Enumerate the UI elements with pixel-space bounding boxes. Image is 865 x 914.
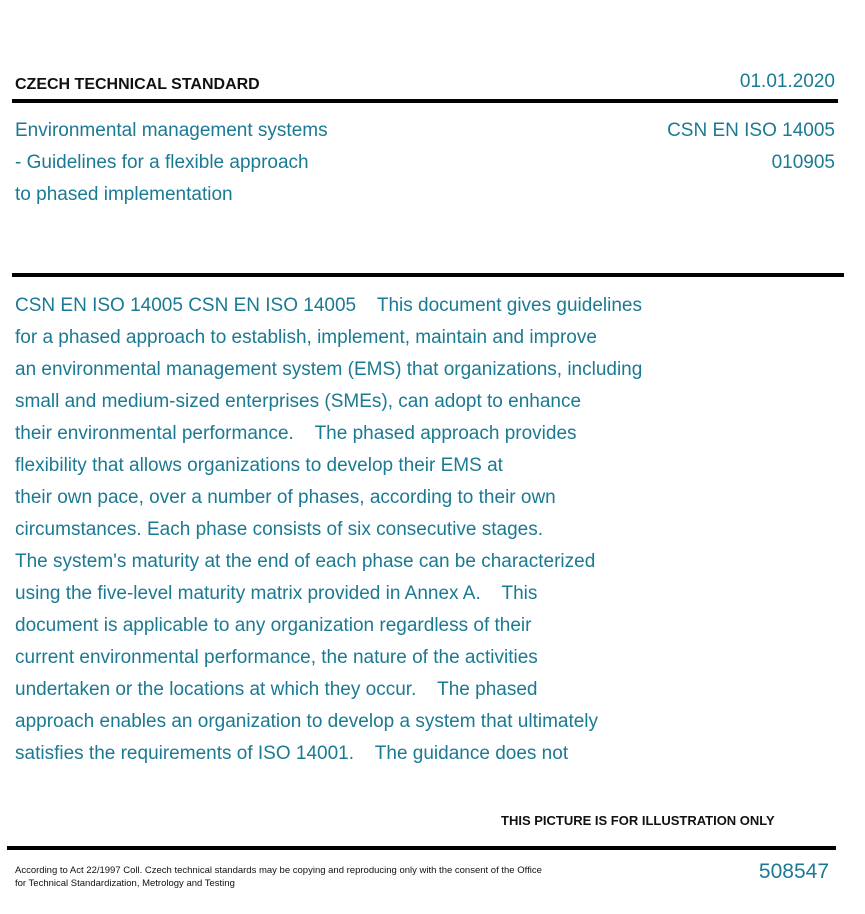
legal-line: for Technical Standardization, Metrology and Testing bbox=[15, 878, 235, 889]
standard-identifiers bbox=[667, 115, 835, 179]
abstract-line: small and medium-sized enterprises (SMEs), can adopt to enhance bbox=[15, 391, 582, 412]
abstract-line: current environmental performance, the nature of the activities bbox=[15, 647, 538, 668]
standard-title bbox=[15, 115, 328, 211]
top-divider bbox=[12, 99, 838, 103]
abstract-line: The system's maturity at the end of each phase can be characterized bbox=[15, 551, 596, 572]
document-type-heading: CZECH TECHNICAL STANDARD bbox=[15, 76, 260, 93]
abstract-line: an environmental management system (EMS) that organizations, including bbox=[15, 359, 643, 380]
abstract-line: using the five-level maturity matrix provided in Annex A. This bbox=[15, 583, 538, 604]
abstract-line: for a phased approach to establish, implement, maintain and improve bbox=[15, 327, 597, 348]
abstract-line: flexibility that allows organizations to develop their EMS at bbox=[15, 455, 503, 476]
abstract-line: document is applicable to any organization regardless of their bbox=[15, 615, 532, 636]
abstract-line: circumstances. Each phase consists of six consecutive stages. bbox=[15, 519, 544, 540]
document-number: 508547 bbox=[758, 860, 829, 883]
title-line: - Guidelines for a flexible approach bbox=[15, 152, 309, 173]
bottom-divider bbox=[7, 846, 836, 850]
legal-line: According to Act 22/1997 Coll. Czech technical standards may be copying and reproducing only with the consent of the Office bbox=[15, 865, 542, 876]
middle-divider bbox=[12, 273, 844, 277]
legal-notice bbox=[15, 864, 542, 890]
classification-number: 010905 bbox=[771, 152, 835, 173]
abstract-line: their own pace, over a number of phases, according to their own bbox=[15, 487, 556, 508]
abstract-text bbox=[15, 290, 642, 770]
abstract-line: their environmental performance. The phased approach provides bbox=[15, 423, 577, 444]
title-line: to phased implementation bbox=[15, 184, 233, 205]
abstract-line: undertaken or the locations at which they occur. The phased bbox=[15, 679, 538, 700]
standard-code: CSN EN ISO 14005 bbox=[667, 120, 835, 141]
illustration-notice: THIS PICTURE IS FOR ILLUSTRATION ONLY bbox=[501, 813, 775, 828]
abstract-line: CSN EN ISO 14005 CSN EN ISO 14005 This document gives guidelines bbox=[15, 295, 642, 316]
abstract-line: approach enables an organization to develop a system that ultimately bbox=[15, 711, 599, 732]
effective-date: 01.01.2020 bbox=[739, 71, 835, 92]
title-line: Environmental management systems bbox=[15, 120, 328, 141]
abstract-line: satisfies the requirements of ISO 14001. The guidance does not bbox=[15, 743, 569, 764]
